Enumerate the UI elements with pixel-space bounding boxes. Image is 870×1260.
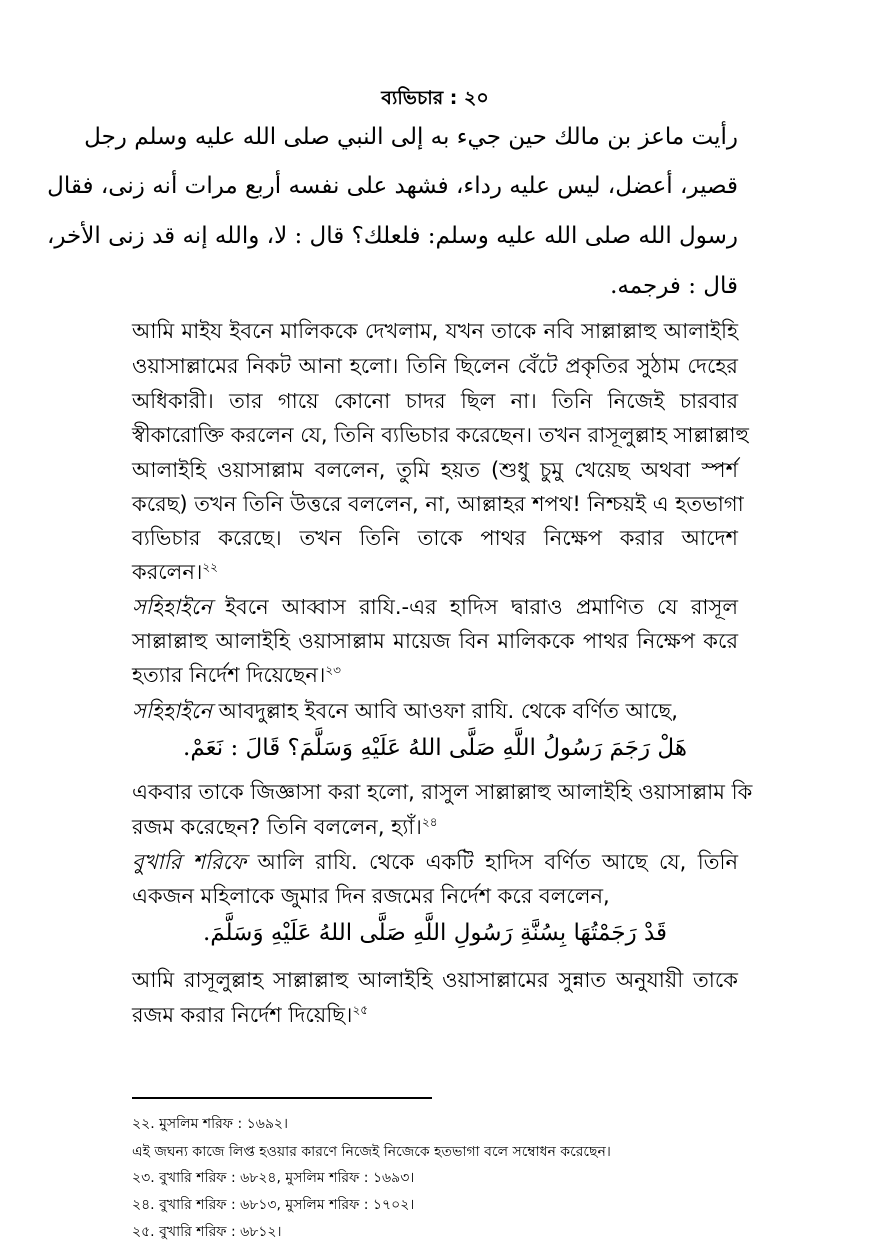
paragraph-text: ইবনে আব্বাস রাযি.-এর হাদিস দ্বারাও প্রমাণিত যে রাসূল <box>211 595 738 619</box>
italic-source: সহিহাইনে <box>132 699 212 723</box>
arabic-hadith-line: قصير، أعضل، ليس عليه رداء، فشهد على نفسه أربع مرات أنه زنى، فقال <box>47 173 738 199</box>
italic-source: বুখারি শরিফে <box>132 850 247 874</box>
footnote-ref: ২৫ <box>352 1003 369 1017</box>
paragraph-line: একজন মহিলাকে জুমার দিন রজমের নির্দেশ করে বললেন, <box>132 884 610 908</box>
arabic-quote: قَدْ رَجَمْتُهَا بِسُنَّةِ رَسُولِ اللَّهِ صَلَّى اللهُ عَلَيْهِ وَسَلَّمَ. <box>202 920 668 946</box>
paragraph-line <box>132 846 738 881</box>
paragraph-line: আমি রাসূলুল্লাহ সাল্লাল্লাহু আলাইহি ওয়াসাল্লামের সুন্নাত অনুযায়ী তাকে <box>132 968 738 992</box>
paragraph-text: আলি রাযি. থেকে একটি হাদিস বর্ণিত আছে যে, তিনি <box>246 850 739 874</box>
page-header: ব্যভিচার : ২০ <box>381 87 489 109</box>
italic-source: সহিহাইনে <box>132 595 212 619</box>
paragraph-line <box>132 591 738 626</box>
paragraph-line <box>132 695 738 730</box>
paragraph-line <box>132 659 738 694</box>
footnote-divider <box>132 1097 432 1099</box>
paragraph-text: আবদুল্লাহ ইবনে আবি আওফা রাযি. থেকে বর্ণিত আছে, <box>211 699 678 723</box>
paragraph-line: স্বীকারোক্তি করলেন যে, তিনি ব্যভিচার করেছেন। তখন রাসূলুল্লাহ সাল্লাল্লাহু <box>132 423 749 447</box>
paragraph-line: অধিকারী। তার গায়ে কোনো চাদর ছিল না। তিনি নিজেই চারবার <box>132 389 738 413</box>
paragraph-line <box>132 811 738 846</box>
arabic-hadith-line: رسول الله صلى الله عليه وسلم: فلعلك؟ قال : لا، والله إنه قد زنى الأخر، <box>46 223 738 249</box>
paragraph-line: আমি মাইয ইবনে মালিককে দেখলাম, যখন তাকে নবি সাল্লাল্লাহু আলাইহি <box>132 319 738 343</box>
footnote-ref: ২২ <box>202 560 218 574</box>
paragraph-text: রজম করার নির্দেশ দিয়েছি। <box>132 1003 353 1027</box>
paragraph-line: আলাইহি ওয়াসাল্লাম বললেন, তুমি হয়ত (শুধু চুমু খেয়েছ অথবা স্পর্শ <box>132 458 738 482</box>
paragraph-line: ব্যভিচার করেছে। তখন তিনি তাকে পাথর নিক্ষেপ করার আদেশ <box>132 526 738 550</box>
footnote: ২৪. বুখারি শরিফ : ৬৮১৩, মুসলিম শরিফ : ১৭০২। <box>132 1197 415 1213</box>
footnote-ref: ২৪ <box>421 815 438 829</box>
footnote: ২৩. বুখারি শরিফ : ৬৮২৪, মুসলিম শরিফ : ১৬৯৩। <box>132 1170 415 1186</box>
paragraph-text: রজম করেছেন? তিনি বললেন, হ্যাঁ। <box>132 815 422 839</box>
footnote-ref: ২৩ <box>325 663 341 677</box>
arabic-hadith-line: رأيت ماعز بن مالك حين جيء به إلى النبي صلى الله عليه وسلم رجل <box>84 124 738 150</box>
footnote: ২৫. বুখারি শরিফ : ৬৮১২। <box>132 1224 282 1240</box>
paragraph-line: সাল্লাল্লাহু আলাইহি ওয়াসাল্লাম মায়েজ বিন মালিককে পাথর নিক্ষেপ করে <box>132 629 738 653</box>
footnote: এই জঘন্য কাজে লিপ্ত হওয়ার কারণে নিজেই নিজেকে হতভাগা বলে সম্বোধন করেছেন। <box>132 1144 611 1160</box>
paragraph-line: করেছ) তখন তিনি উত্তরে বললেন, না, আল্লাহর শপথ! নিশ্চয়ই এ হতভাগা <box>132 492 744 516</box>
paragraph-line: একবার তাকে জিজ্ঞাসা করা হলো, রাসুল সাল্লাল্লাহু আলাইহি ওয়াসাল্লাম কি <box>132 780 753 804</box>
paragraph-text: করলেন। <box>132 560 203 584</box>
paragraph-line <box>132 999 738 1034</box>
arabic-quote: هَلْ رَجَمَ رَسُولُ اللَّهِ صَلَّى اللهُ عَلَيْهِ وَسَلَّمَ؟ قَالَ : نَعَمْ. <box>183 735 687 761</box>
arabic-hadith-line: قال : فرجمه. <box>610 273 738 299</box>
footnote: ২২. মুসলিম শরিফ : ১৬৯২। <box>132 1116 289 1132</box>
paragraph-line <box>132 556 738 591</box>
paragraph-line: ওয়াসাল্লামের নিকট আনা হলো। তিনি ছিলেন বেঁটে প্রকৃতির সুঠাম দেহের <box>132 354 738 378</box>
paragraph-text: হত্যার নির্দেশ দিয়েছেন। <box>132 663 326 687</box>
